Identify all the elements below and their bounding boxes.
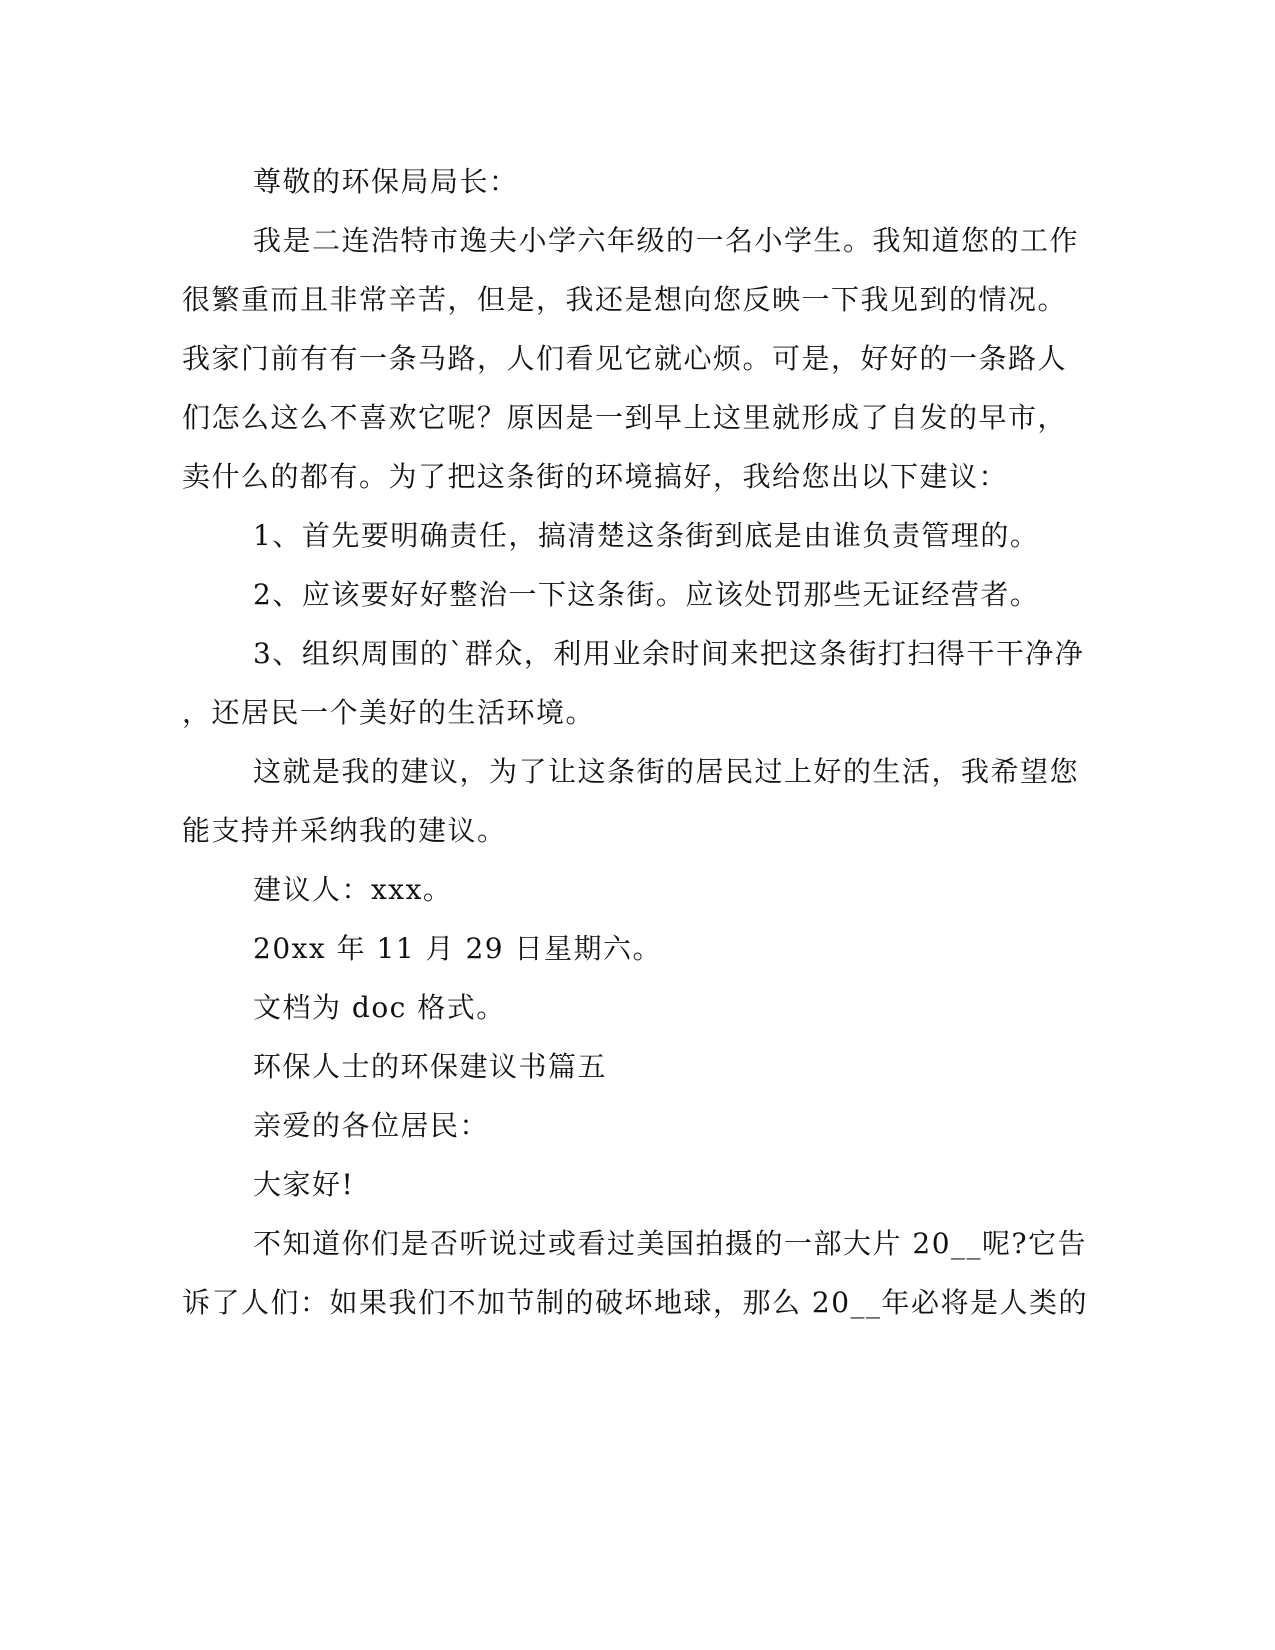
- format-note: 文档为 doc 格式。: [253, 991, 506, 1024]
- section-heading: 环保人士的环保建议书篇五: [253, 1050, 608, 1083]
- paragraph-line: 我是二连浩特市逸夫小学六年级的一名小学生。我知道您的工作: [253, 224, 1080, 257]
- paragraph-line: 我家门前有有一条马路，人们看见它就心烦。可是，好好的一条路人: [182, 342, 1068, 375]
- paragraph-line: 们怎么这么不喜欢它呢？原因是一到早上这里就形成了自发的早市，: [182, 401, 1068, 434]
- paragraph-line: 卖什么的都有。为了把这条街的环境搞好，我给您出以下建议：: [182, 460, 1009, 493]
- paragraph-line: 能支持并采纳我的建议。: [182, 814, 507, 847]
- paragraph-line: 诉了人们：如果我们不加节制的破坏地球，那么 20__年必将是人类的: [182, 1286, 1089, 1319]
- date-line: 20xx 年 11 月 29 日星期六。: [253, 932, 662, 965]
- greeting: 大家好!: [253, 1168, 355, 1201]
- paragraph-line: 这就是我的建议，为了让这条街的居民过上好的生活，我希望您: [253, 755, 1080, 788]
- salutation: 亲爱的各位居民：: [253, 1109, 490, 1142]
- paragraph-line: 不知道你们是否听说过或看过美国拍摄的一部大片 20__呢?它告: [253, 1227, 1088, 1260]
- list-item-3-continued: ，还居民一个美好的生活环境。: [182, 696, 596, 729]
- list-item-1: 1、首先要明确责任，搞清楚这条街到底是由谁负责管理的。: [253, 519, 1040, 552]
- signature-line: 建议人：xxx。: [253, 873, 453, 906]
- paragraph-line: 很繁重而且非常辛苦，但是，我还是想向您反映一下我见到的情况。: [182, 283, 1068, 316]
- salutation: 尊敬的环保局局长：: [253, 165, 519, 198]
- list-item-2: 2、应该要好好整治一下这条街。应该处罚那些无证经营者。: [253, 578, 1040, 611]
- list-item-3: 3、组织周围的`群众，利用业余时间来把这条街打扫得干干净净: [253, 637, 1085, 670]
